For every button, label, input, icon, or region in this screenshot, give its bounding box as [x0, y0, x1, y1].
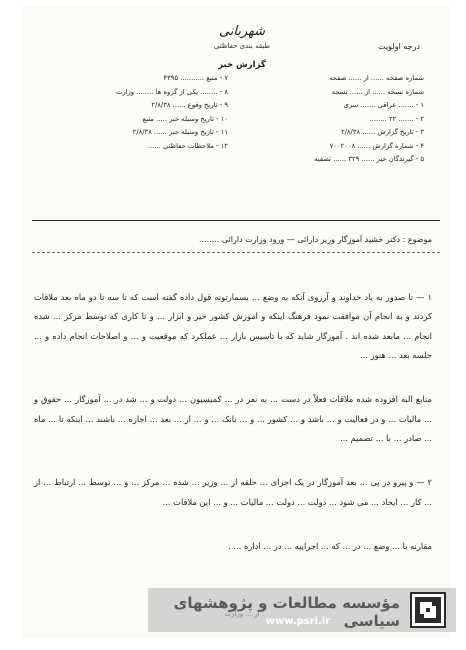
header-field: ۸ - ........ یکی از گروه ها ........ وزارت [115, 87, 228, 96]
header-field: ۵ - گیرندگان خبر ...... ۳۲۹ ...... تصفیه [314, 155, 424, 163]
header-left-fields [28, 72, 228, 153]
report-title: گزارش خبر [218, 60, 266, 70]
header-field: ۳ - تاریخ گزارش ...... ۲/۸/۳۸ [340, 128, 424, 136]
watermark-url: www.psri.ir [265, 616, 331, 627]
document-page [22, 6, 450, 638]
subject-line: موضوع : دکتر خشید آموزگار وزیر دارائی — ورود وزارت دارائی ........ [198, 235, 432, 244]
header-field: ۲ - ....... ۲۲ ........ [369, 114, 424, 123]
header-field: ۱۱ - تاریخ وسیله خبر ...... ۲/۸/۳۸ [132, 128, 228, 136]
report-body [34, 268, 432, 581]
priority-label: درجه اولویت [378, 42, 420, 51]
subject-divider [32, 252, 440, 253]
header-field: ۱۰ - تاریخ وسیله خبر ..... منبع [142, 114, 228, 123]
header-field: ۴ - شماره گزارش ...... ۷۰۰۲۰۰۸ [329, 141, 424, 150]
body-paragraph: ۲ — و پیرو در پی ... بعد آموزگار در یک اجرای ... حلقه از ... وزیر ... شده ... مرکز ... و ... توسط ... ارتباط ... از ... کار ... ایجاد ... می شود ... دولت ... دولت ... مالیات ... و ... این ملاقات ... [34, 477, 432, 507]
watermark-banner [148, 588, 456, 632]
body-paragraph: مقارنه با ... وضع ... در ... که ... اجراییه ... در ... اداره ... . [228, 540, 432, 551]
watermark-org-name: مؤسسه مطالعات و پژوهشهای سیاسی [173, 594, 400, 630]
body-paragraph: ۱ — تا صدور به یاد خداوند و آرزوی آنکه به وضع ... بسمارتونه قول داده گفته است که تا سه تا دو ماه بعد ملاقات کردند و به انجام آن موافقت نمود فرهنگ اینکه و اموزش کشور خیر و ابزار ... و تا کاری که توسط مرکز ... شده انجام ... مابعد شده اند . آموزگار شاید که با تاسیس بازار ... عملکرد که موقعیت و ... و اصلاحات انجام داده و ... جلسه بعد ... هنوز ... [34, 291, 432, 360]
classification-label: طبقه بندی حفاظتی [213, 42, 271, 50]
header-field: ۱۲ - ملاحظات حفاظتی ...... [147, 141, 228, 150]
header-right-fields [224, 72, 424, 167]
institute-logo-icon [410, 592, 446, 628]
header-field: شماره نسخه ...... از ...... نسخه [331, 87, 424, 96]
org-title: شهربانی [218, 24, 266, 39]
header-field: ۷ - منبع ........... ۴۳۹۵ [163, 74, 228, 82]
header-field: ۹ - تاریخ وقوع ...... ۲/۸/۳۸ [151, 101, 228, 109]
header-field: ۱ - ....... عراقی ....... سری [343, 101, 424, 109]
header-divider [32, 220, 440, 221]
header-field: شماره صفحه ...... از ...... صفحه [329, 74, 424, 82]
body-paragraph: منابع البه افزوده شده ملاقات فعلاً در دست ... به نفر در ... کمیسیون ... دولت و ... شد در ... آموزگار ... حقوق و ... مالیات ... و در فعالیت و ... باشد و ... کشور ... و ... بانک ... و ... از ... بعد ... اجازه ... باشند ... اینکه تا ... ماه ... صادر ... با ... تصمیم ... [34, 394, 432, 443]
